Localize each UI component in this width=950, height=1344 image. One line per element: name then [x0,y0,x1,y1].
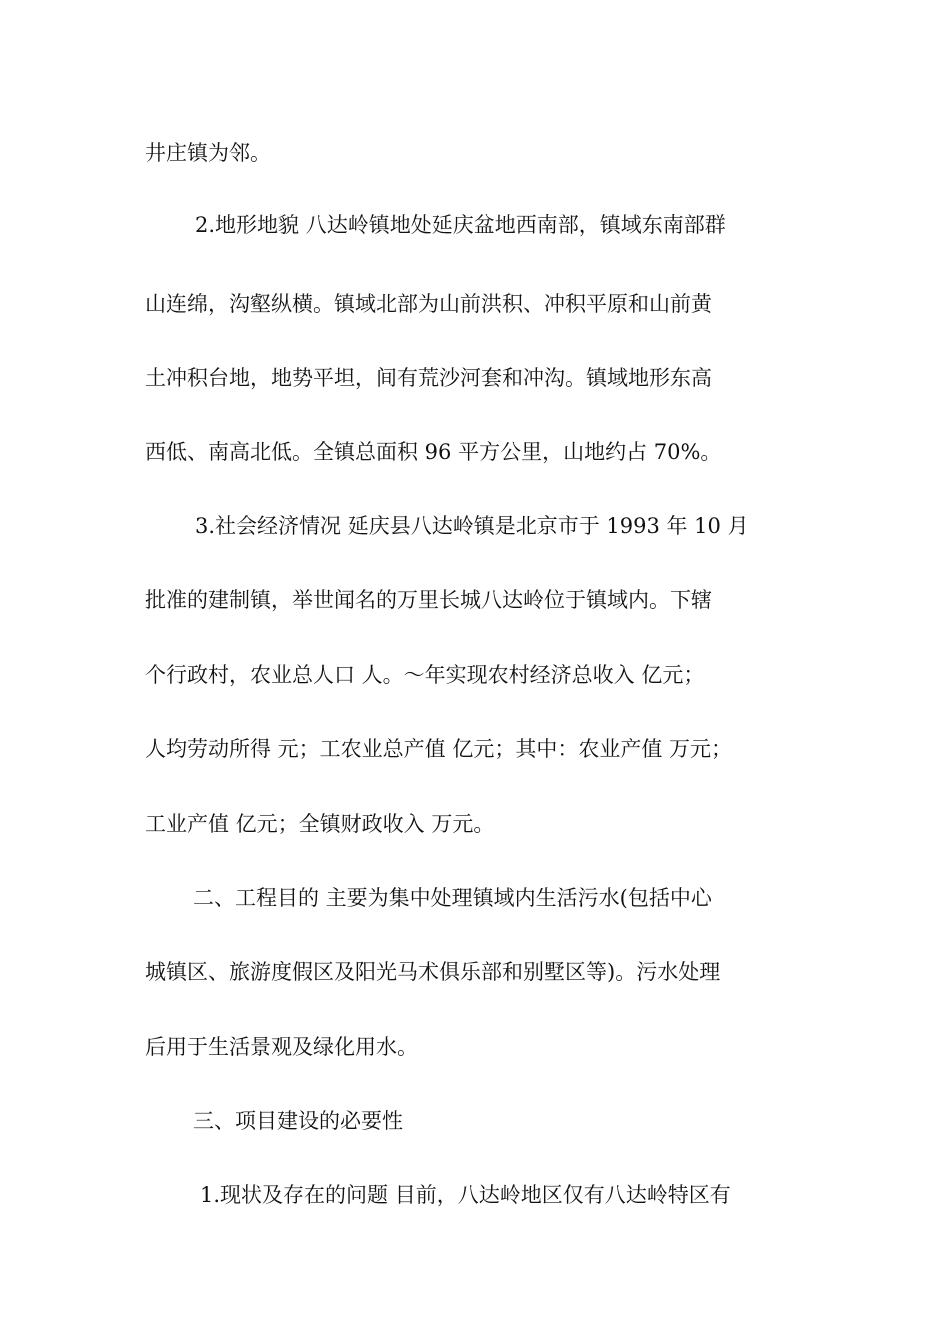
text-line-7: 批准的建制镇，举世闻名的万里长城八达岭位于镇域内。下辖 [145,588,712,612]
section-heading-terrain: 2.地形地貌 八达岭镇地处延庆盆地西南部，镇域东南部群 [195,213,726,237]
text-line-12: 城镇区、旅游度假区及阳光马术俱乐部和别墅区等)。污水处理 [145,960,721,984]
section-heading-economy: 3.社会经济情况 延庆县八达岭镇是北京市于 1993 年 10 月 [195,514,749,538]
text-line-4: 土冲积台地，地势平坦，间有荒沙河套和冲沟。镇域地形东高 [145,366,712,390]
text-line-8: 个行政村，农业总人口 人。～年实现农村经济总收入 亿元； [145,663,705,687]
text-line-9: 人均劳动所得 元；工农业总产值 亿元；其中：农业产值 万元； [145,737,733,761]
section-heading-purpose: 二、工程目的 主要为集中处理镇域内生活污水(包括中心 [193,886,712,910]
text-line-10: 工业产值 亿元；全镇财政收入 万元。 [145,812,495,836]
text-line-5: 西低、南高北低。全镇总面积 96 平方公里，山地约占 70%。 [145,440,722,464]
text-line-13: 后用于生活景观及绿化用水。 [145,1035,418,1059]
text-line-1: 井庄镇为邻。 [145,141,271,165]
section-heading-status: 1.现状及存在的问题 目前，八达岭地区仅有八达岭特区有 [200,1183,731,1207]
text-line-3: 山连绵，沟壑纵横。镇域北部为山前洪积、冲积平原和山前黄 [145,292,712,316]
section-heading-necessity: 三、项目建设的必要性 [193,1109,403,1133]
